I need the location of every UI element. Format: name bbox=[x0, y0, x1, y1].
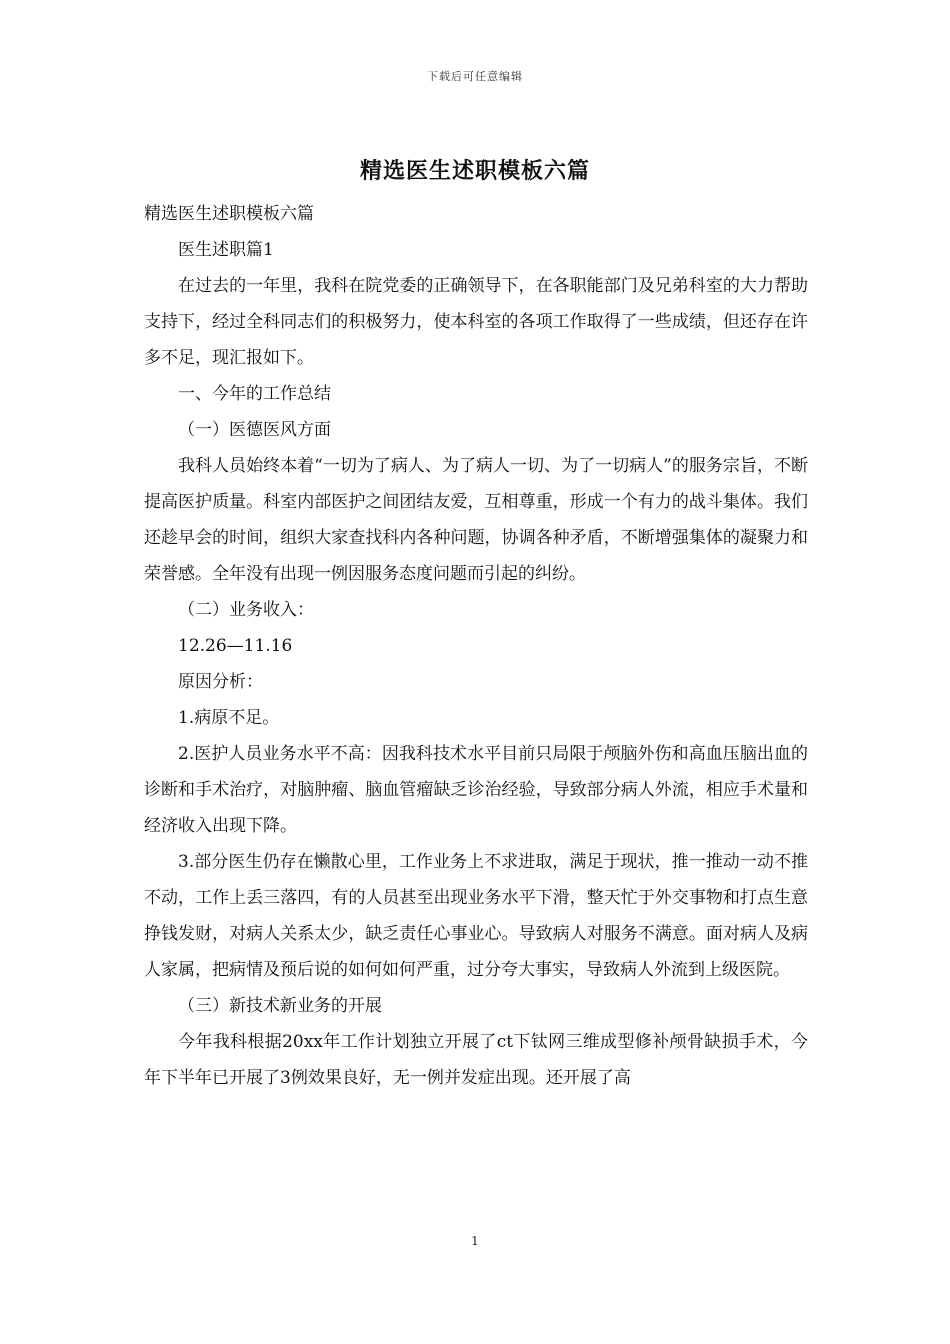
document-title: 精选医生述职模板六篇 bbox=[359, 158, 590, 184]
header-note: 下载后可任意编辑 bbox=[427, 70, 523, 83]
paragraph: 12.26—11.16 bbox=[178, 636, 293, 656]
paragraph: 原因分析： bbox=[178, 672, 263, 692]
paragraph: 今年我科根据20xx年工作计划独立开展了ct下钛网三维成型修补颅骨缺损手术，今年下半年已开展了3例效果良好，无一例并发症出现。还开展了高 bbox=[144, 1032, 808, 1088]
paragraph-list-item: 2.医护人员业务水平不高：因我科技术水平目前只局限于颅脑外伤和高血压脑出血的诊断和手术治疗，对脑肿瘤、脑血管瘤缺乏诊治经验，导致部分病人外流，相应手术量和经济收入出现下降。 bbox=[144, 744, 808, 836]
paragraph-subheading: （一）医德医风方面 bbox=[178, 420, 331, 440]
paragraph-list-item: 1.病原不足。 bbox=[178, 708, 280, 728]
paragraph: 在过去的一年里，我科在院党委的正确领导下，在各职能部门及兄弟科室的大力帮助支持下，经过全科同志们的积极努力，使本科室的各项工作取得了一些成绩，但还存在许多不足，现汇报如下。 bbox=[144, 276, 808, 368]
paragraph-heading: 一、今年的工作总结 bbox=[178, 384, 331, 404]
paragraph-section-heading: 医生述职篇1 bbox=[178, 240, 274, 260]
document-body bbox=[144, 196, 808, 1096]
page-number: 1 bbox=[471, 1234, 479, 1248]
paragraph-subtitle: 精选医生述职模板六篇 bbox=[144, 204, 314, 224]
paragraph-subheading: （二）业务收入： bbox=[178, 600, 314, 620]
paragraph-subheading: （三）新技术新业务的开展 bbox=[178, 996, 382, 1016]
paragraph: 我科人员始终本着“一切为了病人、为了病人一切、为了一切病人”的服务宗旨，不断提高医护质量。科室内部医护之间团结友爱，互相尊重，形成一个有力的战斗集体。我们还趁早会的时间，组织大家查找科内各种问题，协调各种矛盾，不断增强集体的凝聚力和荣誉感。全年没有出现一例因服务态度问题而引起的纠纷。 bbox=[144, 456, 808, 584]
paragraph-list-item: 3.部分医生仍存在懒散心里，工作业务上不求进取，满足于现状，推一推动一动不推不动，工作上丢三落四，有的人员甚至出现业务水平下滑，整天忙于外交事物和打点生意挣钱发财，对病人关系太少，缺乏责任心事业心。导致病人对服务不满意。面对病人及病人家属，把病情及预后说的如何如何严重，过分夸大事实，导致病人外流到上级医院。 bbox=[144, 852, 808, 980]
